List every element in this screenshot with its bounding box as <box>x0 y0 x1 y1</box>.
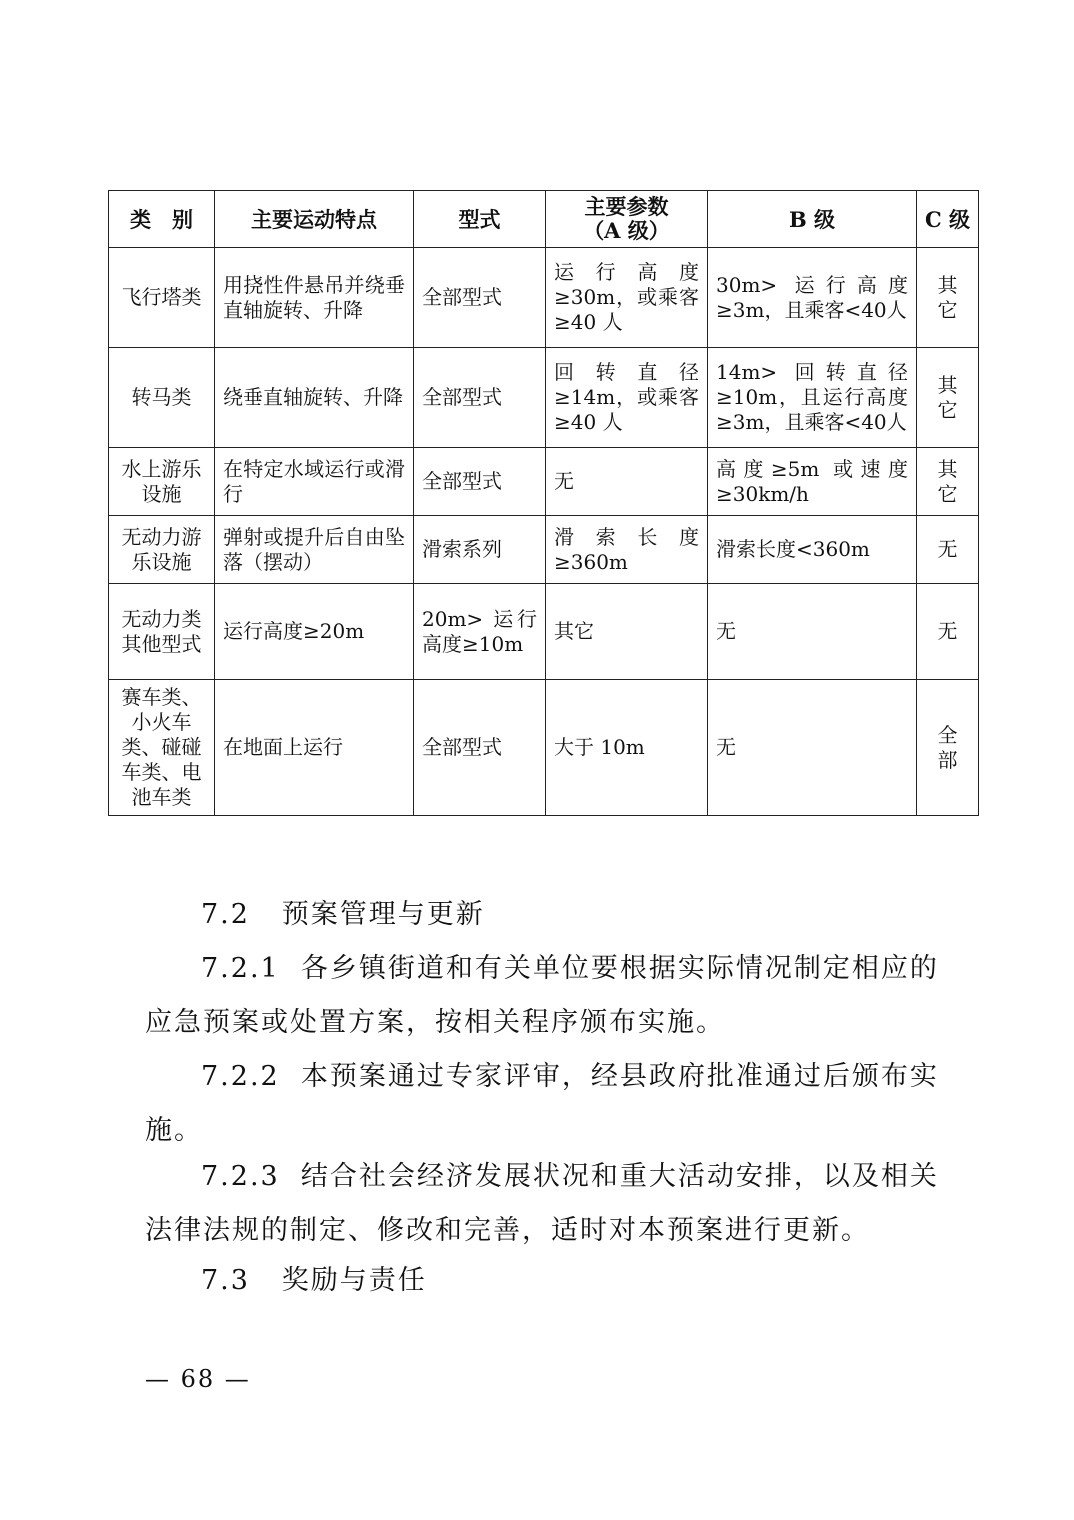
cell-b-grade: 无 <box>708 584 917 680</box>
cell-type: 全部型式 <box>414 680 546 816</box>
section-heading-7-3 <box>145 1254 945 1308</box>
header-category: 类 别 <box>109 191 215 248</box>
cell-type: 20m> 运行高度≥10m <box>414 584 546 680</box>
cell-c-grade: 无 <box>917 516 979 584</box>
header-b-grade: B 级 <box>708 191 917 248</box>
cell-a-grade: 回转直径≥14m，或乘客≥40 人 <box>546 348 708 448</box>
paragraph-7-2-2 <box>145 1050 945 1158</box>
cell-motion: 弹射或提升后自由坠落（摆动） <box>215 516 414 584</box>
cell-motion: 绕垂直轴旋转、升降 <box>215 348 414 448</box>
cell-category: 无动力游乐设施 <box>109 516 215 584</box>
paragraph-number: 7.2.2 <box>201 1061 280 1092</box>
cell-category: 无动力类 其他型式 <box>109 584 215 680</box>
header-motion: 主要运动特点 <box>215 191 414 248</box>
cell-a-grade: 无 <box>546 448 708 516</box>
page-number: — 68 — <box>145 1365 251 1393</box>
paragraph-text: 本预案通过专家评审，经县政府批准通过后颁布实施。 <box>145 1061 939 1146</box>
cell-type: 滑索系列 <box>414 516 546 584</box>
table-header-row <box>109 191 979 248</box>
amusement-grade-table <box>108 190 979 816</box>
cell-a-grade: 其它 <box>546 584 708 680</box>
cell-b-grade: 高度≥5m 或速度≥30km/h <box>708 448 917 516</box>
cell-c-grade: 其它 <box>917 248 979 348</box>
section-title: 预案管理与更新 <box>281 899 485 930</box>
header-c-grade: C 级 <box>917 191 979 248</box>
cell-b-grade: 无 <box>708 680 917 816</box>
paragraph-number: 7.2.3 <box>201 1161 280 1192</box>
table-row <box>109 516 979 584</box>
cell-c-grade: 其它 <box>917 348 979 448</box>
cell-a-grade: 运行高度≥30m，或乘客≥40 人 <box>546 248 708 348</box>
cell-b-grade: 30m> 运行高度≥3m，且乘客<40人 <box>708 248 917 348</box>
cell-c-grade: 无 <box>917 584 979 680</box>
table-row <box>109 348 979 448</box>
paragraph-text: 结合社会经济发展状况和重大活动安排，以及相关法律法规的制定、修改和完善，适时对本预案进行更新。 <box>145 1161 939 1246</box>
header-a-grade: 主要参数 （A 级） <box>546 191 708 248</box>
paragraph-7-2-3 <box>145 1150 945 1258</box>
section-number: 7.3 <box>201 1265 250 1296</box>
header-type: 型式 <box>414 191 546 248</box>
cell-motion: 在地面上运行 <box>215 680 414 816</box>
table-row <box>109 248 979 348</box>
paragraph-text: 各乡镇街道和有关单位要根据实际情况制定相应的应急预案或处置方案，按相关程序颁布实施。 <box>145 953 939 1038</box>
cell-motion: 用挠性件悬吊并绕垂直轴旋转、升降 <box>215 248 414 348</box>
cell-type: 全部型式 <box>414 448 546 516</box>
cell-motion: 在特定水域运行或滑行 <box>215 448 414 516</box>
paragraph-7-2-1 <box>145 942 945 1050</box>
section-number: 7.2 <box>201 899 250 930</box>
cell-category: 转马类 <box>109 348 215 448</box>
cell-b-grade: 14m> 回转直径≥10m，且运行高度≥3m，且乘客<40人 <box>708 348 917 448</box>
cell-category: 赛车类、小火车类、碰碰车类、电池车类 <box>109 680 215 816</box>
cell-a-grade: 大于 10m <box>546 680 708 816</box>
table-row <box>109 584 979 680</box>
cell-type: 全部型式 <box>414 248 546 348</box>
cell-motion: 运行高度≥20m <box>215 584 414 680</box>
section-title: 奖励与责任 <box>281 1265 427 1296</box>
section-heading-7-2 <box>145 888 945 942</box>
table-row <box>109 680 979 816</box>
cell-category: 水上游乐设施 <box>109 448 215 516</box>
cell-c-grade: 全部 <box>917 680 979 816</box>
cell-a-grade: 滑索长度≥360m <box>546 516 708 584</box>
cell-category: 飞行塔类 <box>109 248 215 348</box>
table-row <box>109 448 979 516</box>
paragraph-number: 7.2.1 <box>201 953 280 984</box>
cell-type: 全部型式 <box>414 348 546 448</box>
cell-c-grade: 其它 <box>917 448 979 516</box>
cell-b-grade: 滑索长度<360m <box>708 516 917 584</box>
